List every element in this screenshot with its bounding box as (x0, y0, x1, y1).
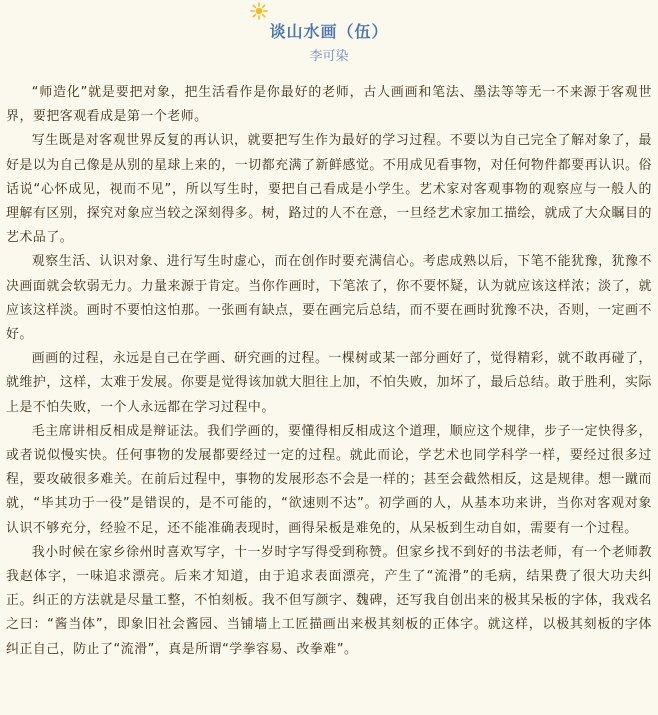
paragraph-1: “师造化”就是要把对象，把生活看作是你最好的老师，古人画画和笔法、墨法等等无一不来源于客观世界，要把客观看成是第一个老师。 (6, 85, 652, 125)
article-title: 谈山水画（伍） (269, 22, 389, 41)
paragraph-6: 我小时候在家乡徐州时喜欢写字，十一岁时字写得受到称赞。但家乡找不到好的书法老师，有一个老师教我赵体字，一味追求漂亮。后来才知道，由于追求表面漂亮，产生了“流滑”的毛病，结果费了很大功夫纠正。纠正的方法就是尽量工整，不怕刻板。我不但写颜字、魏碑，还写我自创出来的极其呆板的字体，我戏名之曰：“酱当体”，即象旧社会酱园、当铺墙上工匠描画出来极其刻板的正体字。就这样，以极其刻板的字体纠正自己，防止了“流滑”，真是所谓“学拳容易、改拳难”。 (6, 544, 652, 657)
article-body (6, 81, 652, 662)
article-author: 李可染 (309, 49, 349, 64)
sun-icon (250, 2, 268, 20)
paragraph-5: 毛主席讲相反相成是辩证法。我们学画的，要懂得相反相成这个道理，顺应这个规律，步子一定快得多，或者说似慢实快。任何事物的发展都要经过一定的过程。就此而论，学艺术也同学科学一样，要经过很多过程，要攻破很多难关。在前后过程中，事物的发展形态不会是一样的；甚至会截然相反，这是规律。想一蹴而就，“毕其功于一役”是错误的，是不可能的，“欲速则不达”。初学画的人，从基本功来讲，当你对客观对象认识不够充分，经验不足，还不能准确表现时，画得呆板是难免的，从呆板到生动自如，需要有一个过程。 (6, 423, 652, 536)
paragraph-3: 观察生活、认识对象、进行写生时虚心，而在创作时要充满信心。考虑成熟以后，下笔不能犹豫，犹豫不决画面就会软弱无力。力量来源于肯定。当你作画时，下笔浓了，你不要怀疑，认为就应该这样浓；淡了，就应该这样淡。画时不要怕这怕那。一张画有缺点，要在画完后总结，而不要在画时犹豫不决，否则，一定画不好。 (6, 254, 652, 343)
paragraph-4: 画画的过程，永远是自己在学画、研究画的过程。一棵树或某一部分画好了，觉得精彩，就不敢再碰了，就维护，这样，太难于发展。你要是觉得该加就大胆往上加，不怕失败，加坏了，最后总结。敢于胜利，实际上是不怕失败，一个人永远都在学习过程中。 (6, 351, 652, 415)
paragraph-2: 写生既是对客观世界反复的再认识，就要把写生作为最好的学习过程。不要以为自己完全了解对象了，最好是以为自己像是从别的星球上来的，一切都充满了新鲜感觉。不用成见看事物，对任何物件都要再认识。俗话说“心怀成见，视而不见”，所以写生时，要把自己看成是小学生。艺术家对客观事物的观察应与一般人的理解有区别，探究对象应当较之深刻得多。树，路过的人不在意，一旦经艺术家加工描绘，就成了大众瞩目的艺术品了。 (6, 133, 652, 246)
